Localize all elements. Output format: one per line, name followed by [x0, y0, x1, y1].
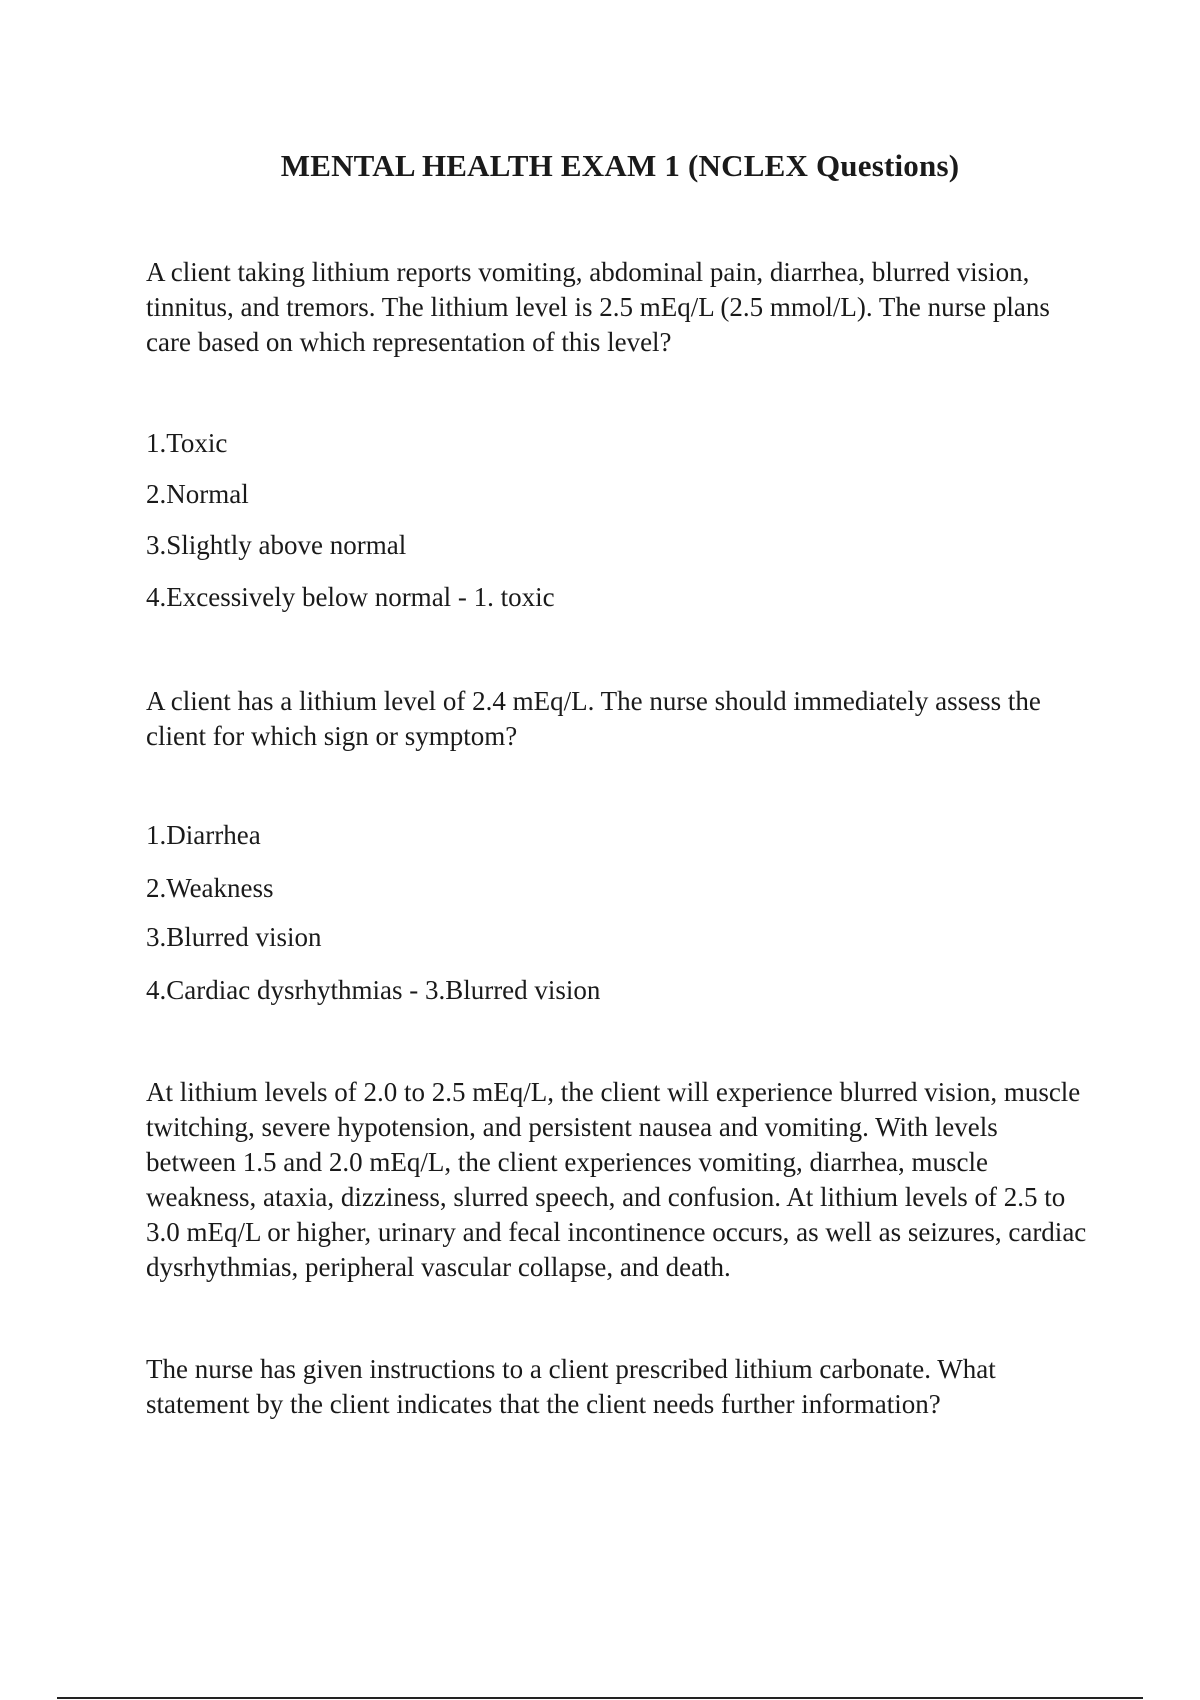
question-1-option-3: 3.Slightly above normal [146, 530, 407, 560]
question-1-option-2: 2.Normal [146, 479, 249, 509]
question-2-option-2: 2.Weakness [146, 873, 274, 903]
question-2-option-4: 4.Cardiac dysrhythmias - 3.Blurred vision [146, 975, 601, 1005]
question-1-option-4: 4.Excessively below normal - 1. toxic [146, 582, 555, 612]
question-2-option-1: 1.Diarrhea [146, 820, 261, 850]
question-1-option-1: 1.Toxic [146, 428, 228, 458]
question-2-option-3: 3.Blurred vision [146, 922, 322, 952]
question-3-text: The nurse has given instructions to a client prescribed lithium carbonate. What statement by the client indicates that the client needs further information? [146, 1354, 996, 1419]
question-2-text: A client has a lithium level of 2.4 mEq/L. The nurse should immediately assess the client for which sign or symptom? [146, 686, 1041, 751]
explanation-paragraph: At lithium levels of 2.0 to 2.5 mEq/L, the client will experience blurred vision, muscle twitching, severe hypotension, and persistent nausea and vomiting. With levels between 1.5 and 2.0 mEq/L, the client experiences vomiting, diarrhea, muscle weakness, ataxia, dizziness, slurred speech, and confusion. At lithium levels of 2.5 to 3.0 mEq/L or higher, urinary and fecal incontinence occurs, as well as seizures, cardiac dysrhythmias, peripheral vascular collapse, and death. [146, 1077, 1087, 1282]
page-title: MENTAL HEALTH EXAM 1 (NCLEX Questions) [280, 148, 960, 183]
question-1-text: A client taking lithium reports vomiting, abdominal pain, diarrhea, blurred vision, tinnitus, and tremors. The lithium level is 2.5 mEq/L (2.5 mmol/L). The nurse plans care based on which representation of this level? [146, 257, 1050, 357]
page-bottom-rule [57, 1697, 1143, 1699]
